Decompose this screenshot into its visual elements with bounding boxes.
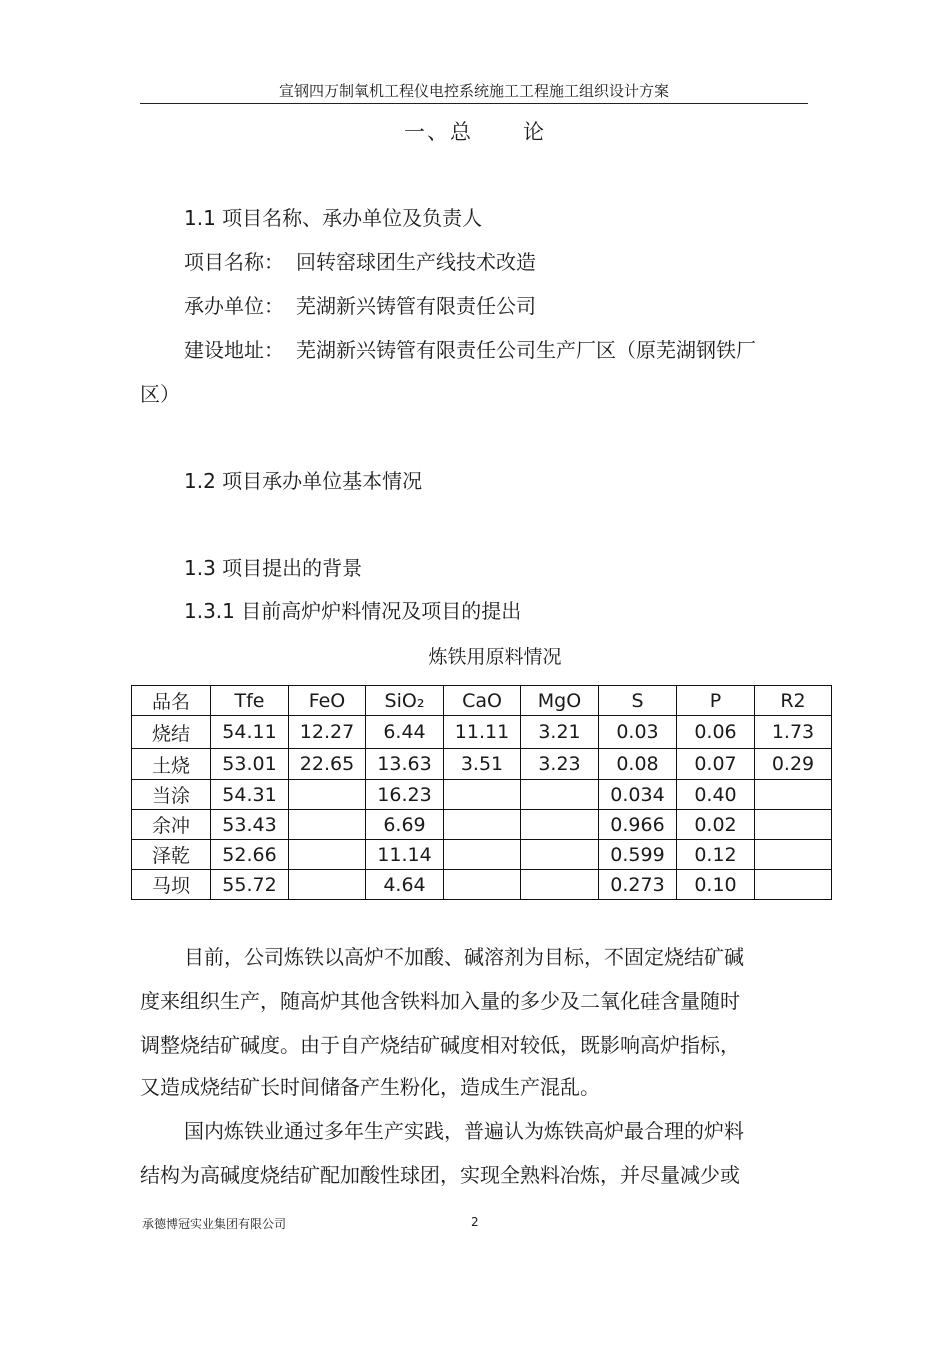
table-cell: 余冲: [132, 810, 211, 840]
table-cell: 0.03: [599, 716, 677, 749]
table-cell: 53.01: [211, 749, 289, 780]
table-cell: [521, 780, 599, 810]
table-cell: [521, 810, 599, 840]
table-cell: 0.40: [677, 780, 755, 810]
project-name-label: 项目名称：: [184, 250, 284, 274]
table-cell: [444, 840, 521, 870]
table-cell: 6.69: [366, 810, 444, 840]
table-cell: 当涂: [132, 780, 211, 810]
table-cell: 0.034: [599, 780, 677, 810]
table-cell: [289, 810, 366, 840]
table-cell: 0.966: [599, 810, 677, 840]
organizer-value: 芜湖新兴铸管有限责任公司: [296, 294, 536, 318]
table-cell: 0.07: [677, 749, 755, 780]
table-cell: 54.31: [211, 780, 289, 810]
chapter-title: [0, 116, 950, 146]
project-name-line: [184, 248, 536, 276]
paragraph-line: 度来组织生产，随高炉其他含铁料加入量的多少及二氧化硅含量随时: [140, 989, 740, 1013]
table-cell: 0.12: [677, 840, 755, 870]
address-label: 建设地址：: [184, 338, 284, 362]
table-cell: [444, 870, 521, 900]
table-header-cell: CaO: [444, 686, 521, 716]
table-header-cell: Tfe: [211, 686, 289, 716]
chapter-title-suffix: 论: [523, 120, 546, 144]
table-caption: 炼铁用原料情况: [428, 646, 562, 668]
table-cell: 13.63: [366, 749, 444, 780]
table-cell: 52.66: [211, 840, 289, 870]
table-header-cell: FeO: [289, 686, 366, 716]
table-header-cell: MgO: [521, 686, 599, 716]
table-cell: 54.11: [211, 716, 289, 749]
table-cell: 土烧: [132, 749, 211, 780]
table-header-cell: P: [677, 686, 755, 716]
paragraph-line: 又造成烧结矿长时间储备产生粉化，造成生产混乱。: [140, 1075, 600, 1099]
page-header: 宣钢四万制氧机工程仪电控系统施工工程施工组织设计方案: [140, 80, 808, 104]
table-cell: [289, 840, 366, 870]
table-header-cell: S: [599, 686, 677, 716]
table-cell: [521, 870, 599, 900]
table-row: [132, 716, 832, 749]
table-cell: 16.23: [366, 780, 444, 810]
table-cell: 烧结: [132, 716, 211, 749]
table-cell: [521, 840, 599, 870]
table-cell: 12.27: [289, 716, 366, 749]
table-header-cell: SiO₂: [366, 686, 444, 716]
table-cell: 0.10: [677, 870, 755, 900]
table-cell: [755, 810, 832, 840]
table-cell: 0.06: [677, 716, 755, 749]
table-cell: 马坝: [132, 870, 211, 900]
table-cell: 0.599: [599, 840, 677, 870]
page-number: 2: [471, 1215, 479, 1229]
table-cell: [755, 870, 832, 900]
table-cell: 泽乾: [132, 840, 211, 870]
table-row: [132, 780, 832, 810]
table-cell: 11.14: [366, 840, 444, 870]
table-cell: 0.02: [677, 810, 755, 840]
paragraph-line: 目前，公司炼铁以高炉不加酸、碱溶剂为目标，不固定烧结矿碱: [184, 945, 744, 969]
project-name-value: 回转窑球团生产线技术改造: [296, 250, 536, 274]
table-row: [132, 810, 832, 840]
table-row: [132, 870, 832, 900]
table-cell: 0.29: [755, 749, 832, 780]
table-header-row: [132, 686, 832, 716]
table-row: [132, 749, 832, 780]
table-cell: [444, 810, 521, 840]
table-cell: 3.21: [521, 716, 599, 749]
address-value: 芜湖新兴铸管有限责任公司生产厂区（原芜湖钢铁厂: [296, 338, 756, 362]
table-cell: [755, 780, 832, 810]
table-row: [132, 840, 832, 870]
footer-company: 承德博冠实业集团有限公司: [142, 1217, 287, 1231]
organizer-label: 承办单位：: [184, 294, 284, 318]
organizer-line: [184, 292, 536, 320]
table-cell: 0.273: [599, 870, 677, 900]
section-1-3-1-heading: 1.3.1 目前高炉炉料情况及项目的提出: [184, 599, 522, 623]
table-cell: [444, 780, 521, 810]
table-cell: [289, 780, 366, 810]
table-cell: [289, 870, 366, 900]
table-cell: 0.08: [599, 749, 677, 780]
section-1-3-heading: 1.3 项目提出的背景: [184, 556, 363, 580]
table-cell: 3.23: [521, 749, 599, 780]
section-1-2-heading: 1.2 项目承办单位基本情况: [184, 469, 423, 493]
section-1-1-heading: 1.1 项目名称、承办单位及负责人: [184, 206, 483, 230]
table-header-cell: 品名: [132, 686, 211, 716]
table-cell: [755, 840, 832, 870]
raw-material-table: [131, 685, 832, 900]
table-cell: 6.44: [366, 716, 444, 749]
table-cell: 11.11: [444, 716, 521, 749]
paragraph-line: 国内炼铁业通过多年生产实践，普遍认为炼铁高炉最合理的炉料: [184, 1119, 744, 1143]
address-line: [184, 336, 756, 364]
chapter-title-prefix: 一、总: [404, 120, 473, 144]
table-cell: 4.64: [366, 870, 444, 900]
address-continuation: 区）: [140, 382, 180, 406]
table-cell: 53.43: [211, 810, 289, 840]
table-cell: 22.65: [289, 749, 366, 780]
paragraph-line: 结构为高碱度烧结矿配加酸性球团，实现全熟料冶炼，并尽量减少或: [140, 1163, 740, 1187]
table-cell: 1.73: [755, 716, 832, 749]
table-header-cell: R2: [755, 686, 832, 716]
table-cell: 55.72: [211, 870, 289, 900]
paragraph-line: 调整烧结矿碱度。由于自产烧结矿碱度相对较低，既影响高炉指标，: [140, 1033, 740, 1057]
table-cell: 3.51: [444, 749, 521, 780]
